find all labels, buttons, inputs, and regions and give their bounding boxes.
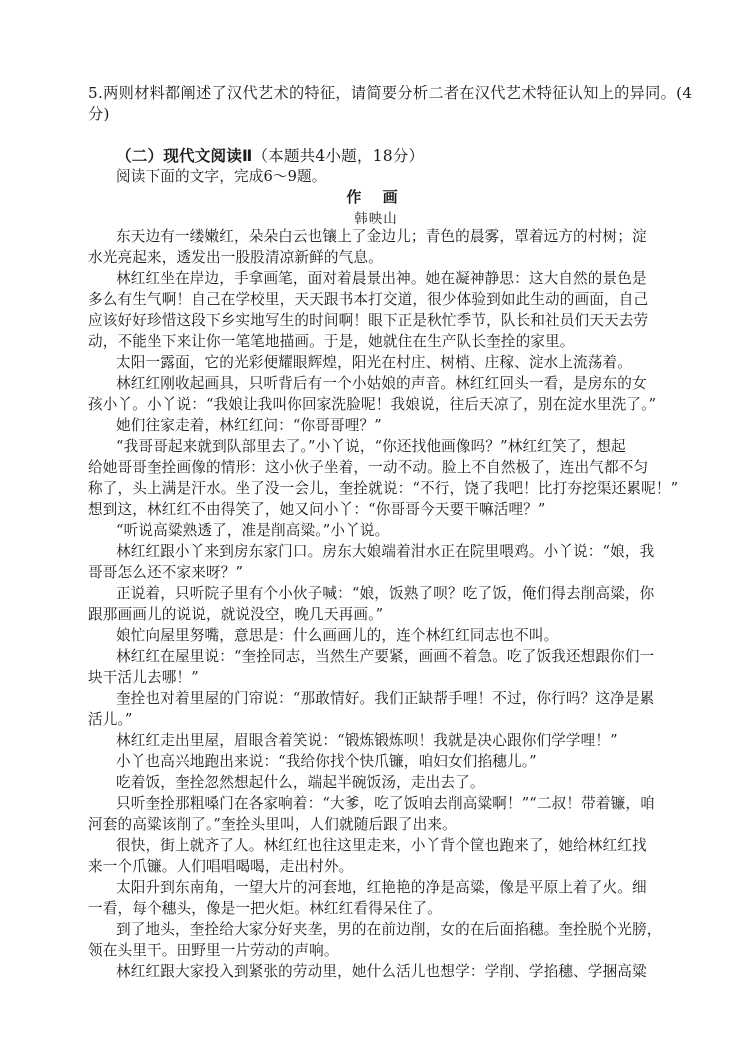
article-line: 河套的高粱该削了。”奎拴头里叫，人们就随后跟了出来。 [88, 816, 457, 833]
section-heading [116, 146, 424, 166]
article-line: 应该好好珍惜这段下乡实地写生的时间啊！眼下正是秋忙季节，队长和社员们天天去劳 [88, 312, 649, 329]
article-line: 活儿。” [88, 711, 133, 728]
article-line: 领在头里干。田野里一片劳动的声响。 [88, 942, 339, 959]
article-line: 吃着饭，奎拴忽然想起什么，端起半碗饭汤，走出去了。 [116, 774, 485, 791]
article-line: 林红红在屋里说：“奎拴同志，当然生产要紧，画画不着急。吃了饭我还想跟你们一 [116, 648, 655, 665]
article-line: 东天边有一缕嫩红，朵朵白云也镶上了金边儿；青色的晨雾，罩着远方的村树；淀 [116, 228, 647, 245]
article-line: 她们往家走着，林红红问：“你哥哥哩？” [116, 417, 382, 434]
article-line: 娘忙向屋里努嘴，意思是：什么画画儿的，连个林红红同志也不叫。 [116, 627, 559, 644]
article-line: 想到这，林红红不由得笑了，她又问小丫：“你哥哥今天要干嘛活哩？” [88, 501, 546, 518]
article-line: 哥哥怎么还不家来呀？” [88, 564, 244, 581]
section-title: （二）现代文阅读Ⅱ [116, 147, 253, 165]
article-line: 林红红跟小丫来到房东家门口。房东大娘端着泔水正在院里喂鸡。小丫说：“娘，我 [116, 543, 655, 560]
article-line: 跟那画画儿的说说，就说没空，晚几天再画。” [88, 606, 384, 623]
article-line: 多么有生气啊！自己在学校里，天天跟书本打交道，很少体验到如此生动的画面，自己 [88, 291, 649, 308]
question-5-line-2: 分) [88, 105, 110, 123]
article-line: 林红红坐在岸边，手拿画笔，面对着晨景出神。她在凝神静思：这大自然的景色是 [116, 270, 647, 287]
article-line: 太阳升到东南角，一望大片的河套地，红艳艳的净是高粱，像是平原上着了火。细 [116, 879, 647, 896]
article-line: 给她哥哥奎拴画像的情形：这小伙子坐着，一动不动。脸上不自然极了，连出气都不匀 [88, 459, 649, 476]
article-line: “听说高粱熟透了，准是削高粱。”小丫说。 [116, 522, 390, 539]
article-line: 孩小丫。小丫说：“我娘让我叫你回家洗脸呢！我娘说，往后天凉了，别在淀水里洗了。” [88, 396, 657, 413]
article-line: 正说着，只听院子里有个小伙子喊：“娘，饭熟了呗？吃了饭，俺们得去削高粱，你 [116, 585, 655, 602]
article-line: 块干活儿去哪！” [88, 669, 199, 686]
article-line: 水光亮起来，透发出一股股清凉新鲜的气息。 [88, 249, 383, 266]
section-note: （本题共4小题，18分） [252, 147, 425, 165]
article-line: 小丫也高兴地跑出来说：“我给你找个快爪镰，咱妇女们掐穗儿。” [116, 753, 537, 770]
question-5-line-1: 5.两则材料都阐述了汉代艺术的特征，请简要分析二者在汉代艺术特征认知上的异同。(4 [88, 84, 693, 102]
article-line: 到了地头，奎拴给大家分好夹垄，男的在前边削，女的在后面掐穗。奎拴脱个光膀， [116, 921, 662, 938]
section-instruction: 阅读下面的文字，完成6～9题。 [116, 168, 327, 185]
article-line: “我哥哥起来就到队部里去了。”小丫说，“你还找他画像吗？”林红红笑了，想起 [116, 438, 626, 455]
article-line: 林红红刚收起画具，只听背后有一个小姑娘的声音。林红红回头一看，是房东的女 [116, 375, 647, 392]
article-line: 林红红跟大家投入到紧张的劳动里，她什么活儿也想学：学削、学掐穗、学捆高粱 [116, 963, 647, 980]
article-line: 称了，头上满是汗水。坐了没一会儿，奎拴就说：“不行，饶了我吧！比打夯挖渠还累呢！” [88, 480, 679, 497]
article-author: 韩映山 [354, 211, 398, 227]
article-line: 一看，每个穗头，像是一把火炬。林红红看得呆住了。 [88, 900, 442, 917]
article-line: 动，不能坐下来让你一笔笔地描画。于是，她就住在生产队长奎拴的家里。 [88, 333, 575, 350]
article-line: 林红红走出里屋，眉眼含着笑说：“锻炼锻炼呗！我就是决心跟你们学学哩！” [116, 732, 618, 749]
article-line: 太阳一露面，它的光彩便耀眼辉煌，阳光在村庄、树梢、庄稼、淀水上流荡着。 [116, 354, 633, 371]
article-line: 只听奎拴那粗嗓门在各家响着：“大爹，吃了饭咱去削高粱啊！”“二叔！带着镰，咱 [116, 795, 655, 812]
article-line: 来一个爪镰。人们唱唱喝喝，走出村外。 [88, 858, 354, 875]
article-title: 作 画 [346, 188, 406, 206]
article-line: 很快，街上就齐了人。林红红也往这里走来，小丫背个筐也跑来了，她给林红红找 [116, 837, 647, 854]
article-line: 奎拴也对着里屋的门帘说：“那敢情好。我们正缺帮手哩！不过，你行吗？这净是累 [116, 690, 655, 707]
